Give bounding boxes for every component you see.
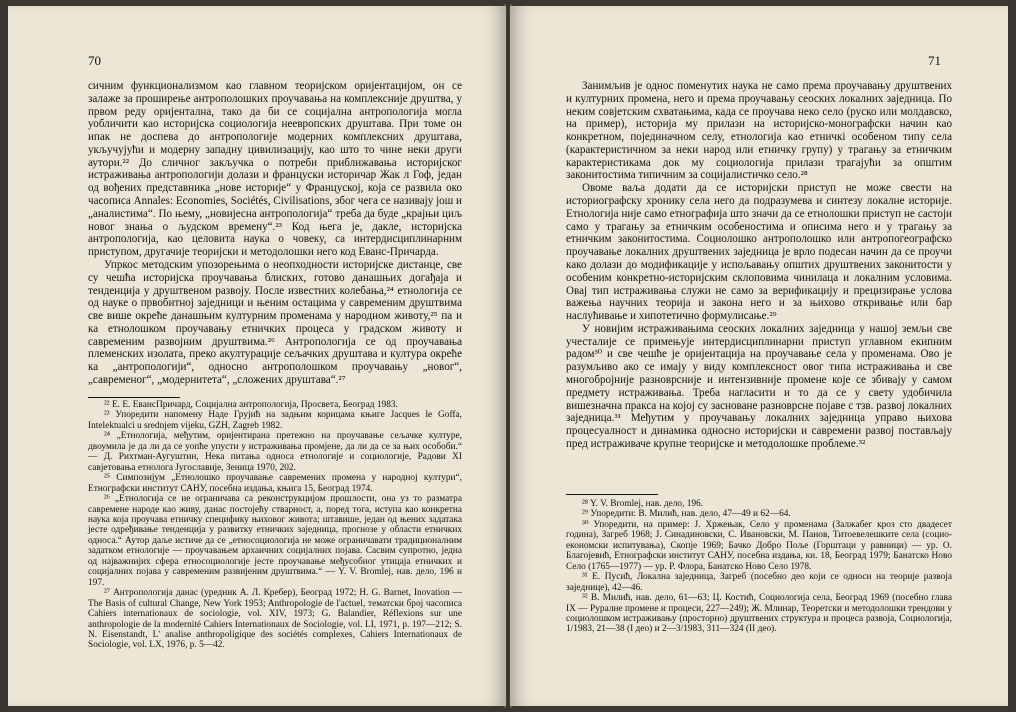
body-text [566, 80, 952, 451]
page-number: 70 [88, 53, 101, 68]
page-number: 71 [928, 53, 941, 68]
footnote: ³² В. Милић, нав. дело, 61—63; Ц. Костић, Социологија села, Београд 1969 (посебно глава IX — Руралне промене и процеси, 227—249); Ж. Млинар, Теоретски и методолошки трендови у социолошком истраживању (просторно) друштвених структура и процеса развоја, Социологија, 1/1983, 21—38 (I део) и 2—3/1983, 311—324 (II део). [566, 593, 952, 635]
footnote: ²⁵ Симпозијум „Етнолошко проучавање савремених промена у народној култури“, Етнографски институт САНУ, посебна издања, књига 15, Београд 1974. [88, 473, 462, 494]
footnote: ²² Е. Е. ЕвансПричард, Социјална антропологија, Просвета, Београд 1983. [104, 400, 398, 410]
footnote: ²⁸ Y. V. Bromlej, нав. дело, 196. [582, 499, 704, 509]
paragraph: Занимљив је однос поменутих наука не само према проучавању друштвених и културних промена, него и према проучавању сеоских локалних заједница. По неким совјетским схватањима, када се проучава неко село (руско или молдавско, на пример), историја му прилази на историјско-монографски начин као конкретном, појединачном селу, етнологија као етничкi особеном типу села (карактеристичном за неки народ или етничку групу) у трагању за етничким карактеристикама док му социологија прилази трагајући за општим законитостима типичним за социјалистичко село.²⁸ [566, 80, 952, 182]
footnote-divider [566, 494, 658, 495]
footnote: ²⁹ Упоредити: В. Милић, нав. дело, 47—49 и 62—64. [582, 509, 791, 520]
footnotes [88, 400, 462, 651]
footnote: ²³ Упоредити напомену Наде Грујић на задњим корицама књиге Jacques le Goffa, Intelektualci u srednjem vijeku, GZH, Zagreb 1982. [88, 410, 462, 431]
footnote: ²⁷ Антропологија данас (уредник А. Л. Кребер), Београд 1972; H. G. Barnet, Inovation — The Basis of cultural Change, New York 1953; Anthropologie de l'actuel, тематски број часописа Cahiers internationaux de sociologie, vol. XIV, 1973; G. Balandier, Réflexions sur une anthropologie de la modernité Cahiers Internationaux de Sociologie, vol. LI, 1971, p. 197—212; S. N. Eisenstandt, L' analise anthropoligique des sociétés complexes, Cahiers Internationaux de Sociologie, vol. LX, 1976, p. 5—42. [88, 588, 462, 651]
right-page [510, 6, 1008, 706]
paragraph: У новијим истраживањима сеоских локалних заједница у нашој земљи све учесталије се примењује интердисциплинарни приступ углавном екипним радом³⁰ и све чешће је оријентација на проучавање села у променама. Ово је разумљиво ако се имају у виду комплексност овог типа истраживања и све многобројније разноврсније и интензивније промене које се збивају у самом предмету истраживања. Треба нагласити и то да се у свету удобичила вишезначна пракса на којој су засноване разноврсне појаве с тзв. развој локалних заједница.³¹ Међутим у проучавању локалних заједница управо њихова процесуалност и динамика односно историјски и савремени развој постављају пред истраживаче крупне теоријске и методолошке проблеме.³² [566, 322, 952, 450]
paragraph: Овоме ваља додати да се историјски приступ не може свести на историографску хронику села него да подразумева и синтезу локалне историје. Етнологија није само етнографија што значи да се етнолошки приступ не састоји само у трагању за етничким особеностима и описима него и у трагању за етничким законитостима. Социолошко антрополошко или антропогеографско проучавање локалних друштвених заједница је врло подесан начин да се проучи како долази до модификације у испољавању општих друштвених законитости у особеним конкретно-историјским склоповима чинилаца и локалним условима. Овај тип истраживања служи не само за верификацију и прецизирање услова важења научних теорија и закона него и за њихово откривање или бар наслућивање и хипотетично формулисање.²⁹ [566, 182, 952, 323]
body-text [88, 80, 462, 387]
footnotes [566, 499, 952, 635]
footnote: ²⁴ „Етнологија, међутим, оријентирана претежно на проучавање сељачке културе, двоумила је да ли да се уопће упусти у истраживања промјене, да ли да се за њих особоби.“ — Д. Рихтман-Аугуштин, Нека питања односа етнологије и социологије, Радови XI савјетовања етнолога Југославије, Зеница 1970, 202. [88, 431, 462, 473]
paragraph: Упркос методским упозорењима о неопходности историјске дистанце, све су чешћа историјска проучавања блиских, готово данашњих догађаја и тенденција у друштвеном развоју. После известних колебања,²⁴ етнологија се од науке о првобитној заједници и њеним остацима у савременим друштвима све више окреће данашњим културним променама у народном животу,²⁵ па и ка етнолошком проучавању етничких процеса у градском животу и савременим развојним друштвима.²⁶ Антропологија се од проучавања племенских изолата, преко акултурације сељачких друштава и културa окреће ка „антропологији“, односно антрополошком проучавању „новог“, „савременог“, „модернитета“, „сложених друштава“.²⁷ [88, 258, 462, 386]
paragraph: сичним функционализмом као главном теоријском оријентацијом, он се залаже за проширење антрополошких проучавања на комплексније друштва, у првом реду оријентална, тако да би се социјална антропологија могла уобличити као историјска социологија неевропских друштава. При томе он ипак не доспева до антропологије модерних комплексних друштава, укључујући и модерну западну цивилизацију, као што то чине неки други аутори.²² До сличног закључка о потреби приближавања историјског истраживања антропологији долази и француски историчар Жак л Гоф, један од вођених представника „нове историје“ у Француској, која се развила око часописа Annales: Economies, Sociétés, Civilisations, због чега се називају још и „аналистима“. По њему, „новијесна антропологија“ треба да буде „крајњи циљ новог знања о људском времену“.²³ Код њега је, дакле, историјска антропологија, као целовита наука о човеку, са интердисциплинарним приступом, другачије теоријски и методолошки него код Еванс-Причарда. [88, 80, 462, 259]
footnote: ²⁶ „Етнологија се не ограничава са реконструкцијом прошлости, она уз то разматра савремене народе као живу, данас постојећу стварност, а, поред тога, иступа као конкретна наука која проучава етничку специфику њиховог живота; штавише, један од њених задатака јесте одређивање тенденција у развитку етничких заједница, прогнозе у области етничких односа.“ Аутор даље истиче да се „етносоциологија не може ограничавати традиционалним задатком етнологије — проучавањем архаичних социјалних појава. Сасвим супротно, једна од најважнијих сфера етносоциологије јесте проучавање међусобног утицаја етничких и социјалних појава у савременим развијеним друштвима.“ — Y. V. Bromlej, нав. дело, 196 и 197. [88, 494, 462, 588]
footnote-divider [88, 397, 180, 398]
footnote: ³⁰ Упоредити, на пример: Ј. Хржењак, Село у променама (Залжабег кроз сто двадесет година), Загреб 1968; Ј. Синадиновски, С. Ивановски, М. Панов, Титоевелешките села (социо-економски испитувања), Скопје 1969; Бачко Добро Поље (Горштаци у равници) — ур. О. Благојевић, Етнографски институт САНУ, посебна издања, кн. 18, Београд 1979; Банатско Ново Село (1765—1977) — ур. Р. Флора, Банатско Ново Село 1978. [566, 519, 952, 572]
left-page [8, 6, 506, 706]
footnote: ³¹ Е. Пусић, Локална заједница, Загреб (посебно део који се односи на теорије развоја заједнице), 42—46. [566, 572, 952, 593]
